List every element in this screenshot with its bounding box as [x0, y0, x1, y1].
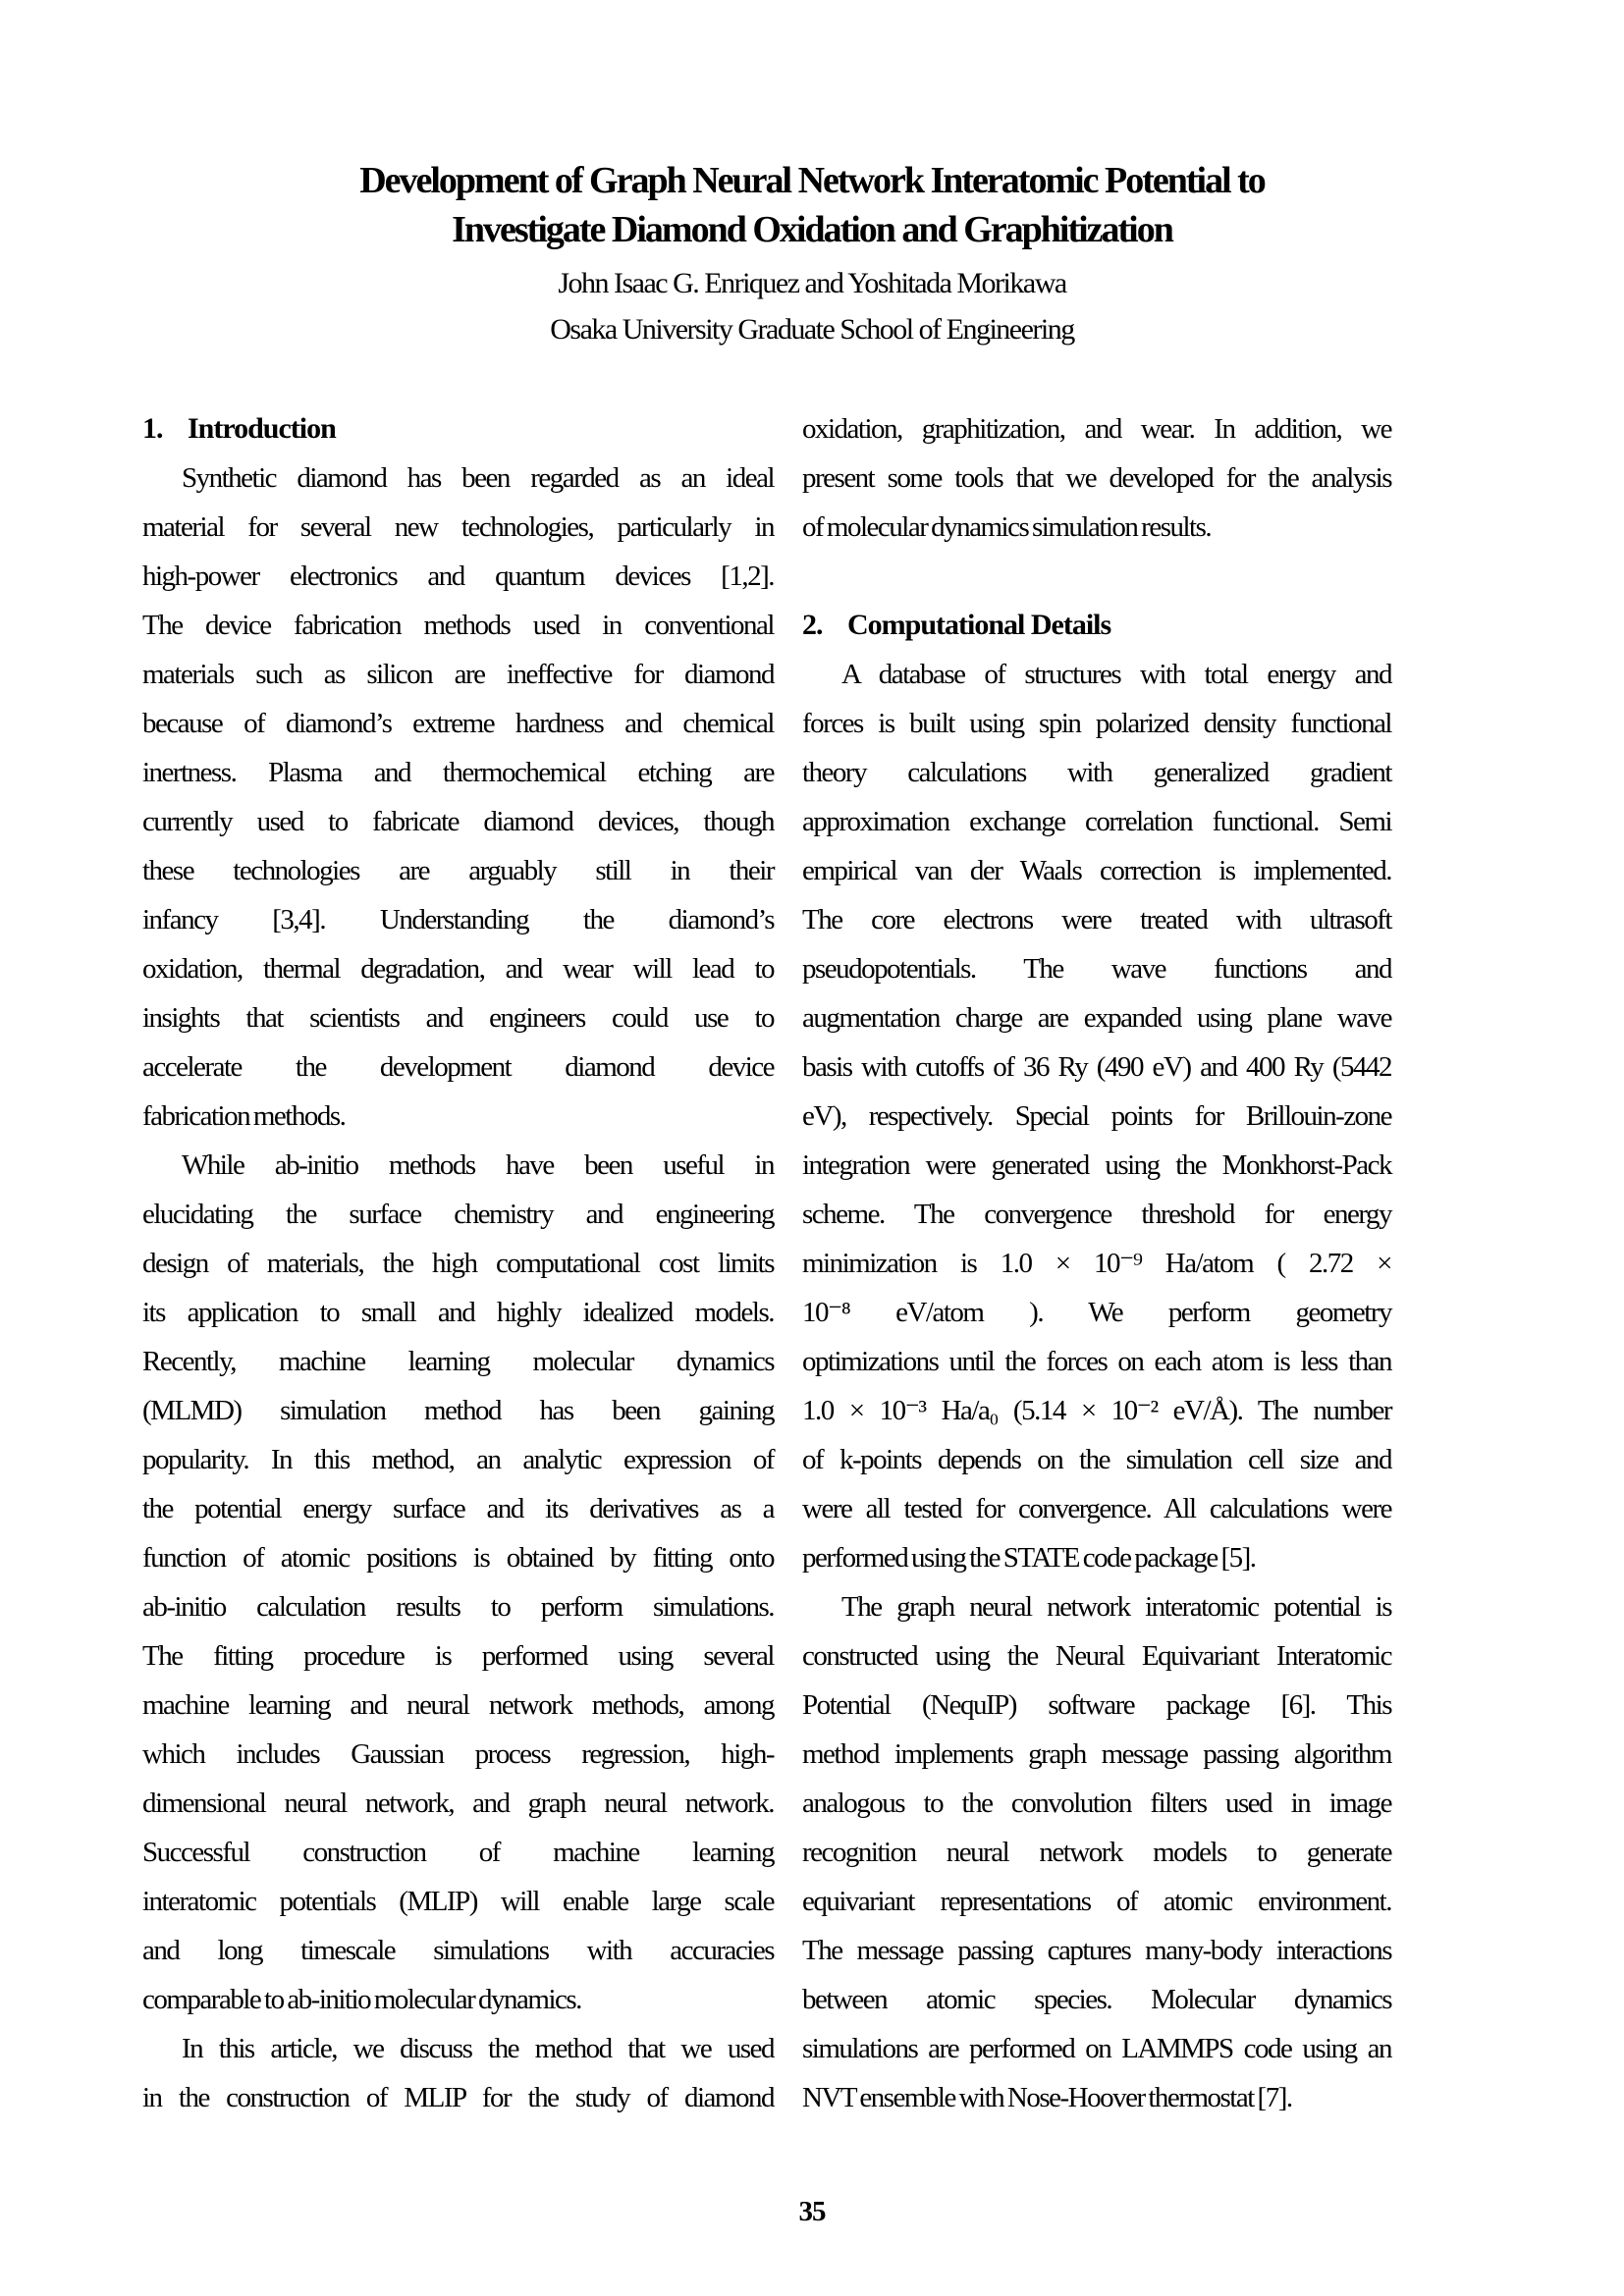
text-line: (MLMD) simulation method has been gaining: [142, 1395, 774, 1426]
text-line: The device fabrication methods used in conventional: [142, 610, 774, 641]
text-line: Synthetic diamond has been regarded as an ideal: [182, 462, 774, 494]
text-line: these technologies are arguably still in their: [142, 855, 774, 886]
text-line: minimization is 1.0 × 10⁻⁹ Ha/atom ( 2.72 ×: [802, 1248, 1391, 1279]
text-line: in the construction of MLIP for the study of diamond: [142, 2082, 774, 2113]
text-line: oxidation, graphitization, and wear. In addition, we: [802, 413, 1391, 445]
text-line: The graph neural network interatomic potential is: [841, 1591, 1391, 1623]
section-title: Computational Details: [847, 609, 1111, 641]
text-line: recognition neural network models to generate: [802, 1837, 1391, 1868]
text-line: between atomic species. Molecular dynamics: [802, 1984, 1391, 2015]
text-line: The fitting procedure is performed using several: [142, 1640, 774, 1672]
text-line: design of materials, the high computational cost limits: [142, 1248, 774, 1279]
text-line: Successful construction of machine learning: [142, 1837, 774, 1868]
text-line: integration were generated using the Monkhorst-Pack: [802, 1149, 1391, 1181]
text-line: Potential (NequIP) software package [6]. This: [802, 1689, 1391, 1721]
text-line: high-power electronics and quantum devices [1,2].: [142, 561, 774, 592]
text-line: ab-initio calculation results to perform simulations.: [142, 1591, 774, 1623]
text-line: scheme. The convergence threshold for energy: [802, 1199, 1391, 1230]
text-line: constructed using the Neural Equivariant Interatomic: [802, 1640, 1391, 1672]
text-line: interatomic potentials (MLIP) will enable large scale: [142, 1886, 774, 1917]
text-line: present some tools that we developed for the analysis: [802, 462, 1391, 494]
text-line: The message passing captures many-body interactions: [802, 1935, 1391, 1966]
text-line: infancy [3,4]. Understanding the diamond’s: [142, 904, 774, 935]
text-line: accelerate the development diamond device: [142, 1051, 774, 1083]
paper-affiliation: Osaka University Graduate School of Engineering: [550, 313, 1074, 346]
text-line: While ab-initio methods have been useful in: [182, 1149, 774, 1181]
left-column-paragraphs: [142, 454, 774, 2122]
paper-title-line-1: Development of Graph Neural Network Interatomic Potential to: [359, 160, 1265, 201]
text-line: optimizations until the forces on each atom is less than: [802, 1346, 1391, 1377]
text-line: function of atomic positions is obtained by fitting onto: [142, 1542, 774, 1574]
text-line: were all tested for convergence. All calculations were: [802, 1493, 1391, 1524]
text-line: inertness. Plasma and thermochemical etching are: [142, 757, 774, 788]
section-heading-computational-details: [802, 601, 1391, 650]
text-line: method implements graph message passing algorithm: [802, 1738, 1391, 1770]
text-line: performed using the STATE code package [5].: [802, 1542, 1256, 1574]
text-line: In this article, we discuss the method that we used: [182, 2033, 774, 2064]
text-line: eV), respectively. Special points for Brillouin-zone: [802, 1100, 1391, 1132]
text-line: NVT ensemble with Nose-Hoover thermostat [7].: [802, 2082, 1292, 2113]
text-line: currently used to fabricate diamond devices, though: [142, 806, 774, 837]
section-number: 2.: [802, 609, 823, 641]
text-line: materials such as silicon are ineffective for diamond: [142, 659, 774, 690]
text-line: pseudopotentials. The wave functions and: [802, 953, 1391, 985]
text-line: augmentation charge are expanded using plane wave: [802, 1002, 1391, 1034]
section-number: 1.: [142, 412, 163, 445]
text-line: material for several new technologies, particularly in: [142, 511, 774, 543]
text-line: theory calculations with generalized gradient: [802, 757, 1391, 788]
text-line: equivariant representations of atomic environment.: [802, 1886, 1391, 1917]
text-line: fabrication methods.: [142, 1100, 346, 1132]
text-line: oxidation, thermal degradation, and wear will lead to: [142, 953, 774, 985]
text-line: insights that scientists and engineers could use to: [142, 1002, 774, 1034]
text-line: of molecular dynamics simulation results.: [802, 511, 1212, 543]
text-line: machine learning and neural network methods, among: [142, 1689, 774, 1721]
text-line: empirical van der Waals correction is implemented.: [802, 855, 1391, 886]
text-line: A database of structures with total energy and: [841, 659, 1391, 690]
text-line: basis with cutoffs of 36 Ry (490 eV) and 400 Ry (5442: [802, 1051, 1391, 1083]
section-title: Introduction: [188, 412, 336, 445]
text-line: its application to small and highly idealized models.: [142, 1297, 774, 1328]
text-line: analogous to the convolution filters used in image: [802, 1788, 1391, 1819]
section-heading-introduction: [142, 404, 774, 454]
text-line: popularity. In this method, an analytic expression of: [142, 1444, 774, 1475]
text-line: 10⁻⁸ eV/atom ). We perform geometry: [802, 1297, 1391, 1328]
text-line: which includes Gaussian process regression, high-: [142, 1738, 774, 1770]
left-column: [142, 404, 774, 2122]
text-line: The core electrons were treated with ultrasoft: [802, 904, 1391, 935]
text-line: elucidating the surface chemistry and engineering: [142, 1199, 774, 1230]
text-line: comparable to ab-initio molecular dynamics.: [142, 1984, 581, 2015]
text-line: because of diamond’s extreme hardness and chemical: [142, 708, 774, 739]
text-line: 1.0 × 10⁻³ Ha/a₀ (5.14 × 10⁻² eV/Å). The number: [802, 1395, 1391, 1426]
text-line: of k-points depends on the simulation cell size and: [802, 1444, 1391, 1475]
paper-header: [0, 156, 1624, 254]
right-column-paragraphs: [802, 650, 1391, 2122]
right-column: [802, 404, 1391, 2122]
text-line: simulations are performed on LAMMPS code using an: [802, 2033, 1391, 2064]
text-line: and long timescale simulations with accuracies: [142, 1935, 774, 1966]
text-line: dimensional neural network, and graph neural network.: [142, 1788, 774, 1819]
right-column-intro-paragraphs: [802, 404, 1391, 552]
paper-title-line-2: Investigate Diamond Oxidation and Graphitization: [452, 209, 1172, 250]
paper-authors: John Isaac G. Enriquez and Yoshitada Morikawa: [558, 267, 1066, 299]
text-line: the potential energy surface and its derivatives as a: [142, 1493, 774, 1524]
text-line: Recently, machine learning molecular dynamics: [142, 1346, 774, 1377]
page-number: 35: [798, 2196, 826, 2227]
text-line: forces is built using spin polarized density functional: [802, 708, 1391, 739]
text-line: approximation exchange correlation functional. Semi: [802, 806, 1391, 837]
